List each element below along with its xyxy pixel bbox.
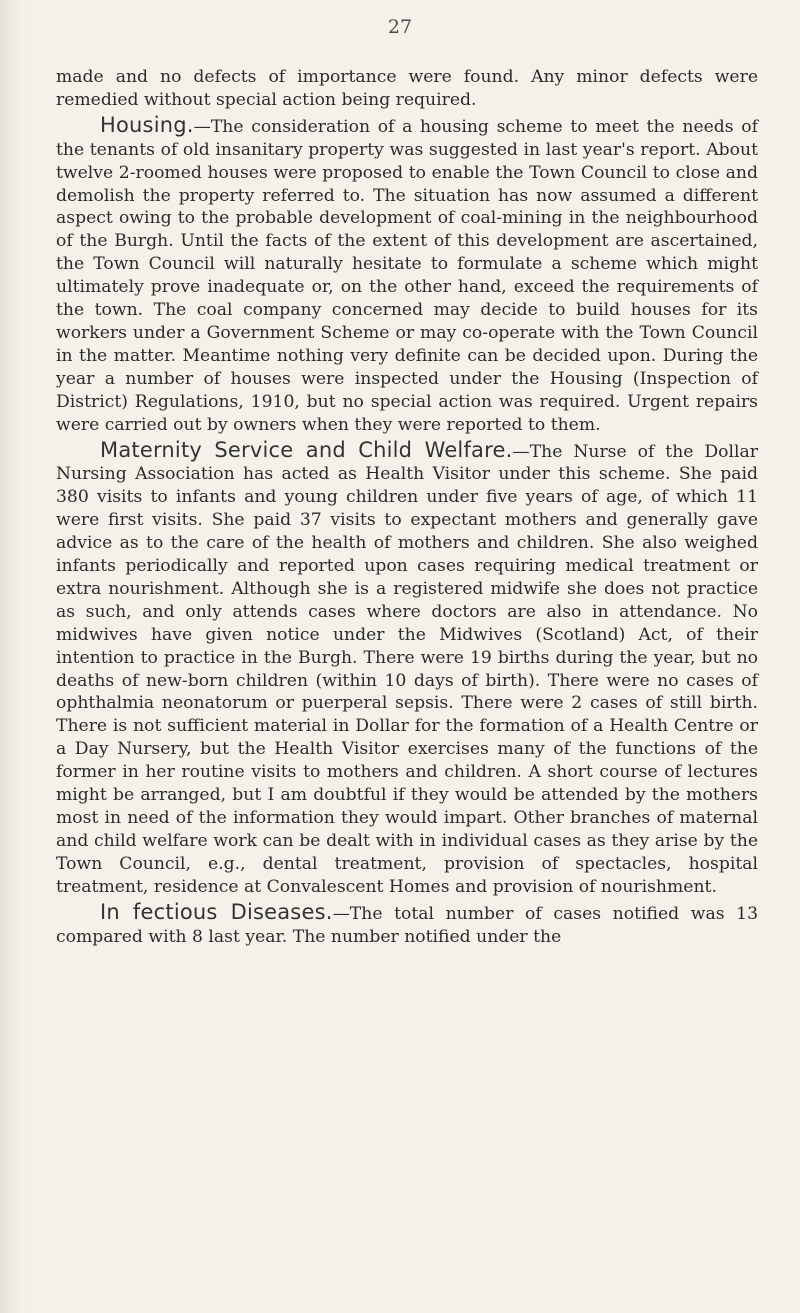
section-heading-housing: Housing.: [100, 112, 194, 137]
paragraph-text: made and no defects of importance were found. Any minor defects were remedied without special action being required.: [56, 67, 758, 110]
section-heading-infectious-diseases: In fectious Diseases.: [100, 899, 333, 924]
page-number: 27: [387, 16, 413, 38]
paragraph-continuation: [56, 66, 758, 112]
section-heading-maternity: Maternity Service and Child Welfare.: [100, 437, 513, 462]
paragraph-maternity: [56, 439, 758, 899]
paragraph-housing: [56, 114, 758, 437]
paragraph-text: —The consideration of a housing scheme to meet the needs of the tenants of old insanitary property was suggested in last year's report. About twelve 2-roomed houses were proposed to enable the Town Council to close and demolish the property referred to. The situation has now assumed a different aspect owing to the probable development of coal-mining in the neighbourhood of the Burgh. Until the facts of the extent of this development are ascertained, the Town Council will naturally hesitate to formulate a scheme which might ultimately prove inadequate or, on the other hand, exceed the requirements of the town. The coal company concerned may decide to build houses for its workers under a Government Scheme or may co-operate with the Town Council in the matter. Meantime nothing very definite can be decided upon. During the year a number of houses were inspected under the Housing (Inspection of District) Regulations, 1910, but no special action was required. Urgent repairs were carried out by owners when they were reported to them.: [56, 116, 758, 435]
page-body: [56, 66, 758, 948]
page-edge-shadow: [0, 0, 28, 1313]
paragraph-text: —The Nurse of the Dollar Nursing Association has acted as Health Visitor under this scheme. She paid 380 visits to infants and young children under five years of age, of which 11 were first visits. She paid 37 visits to expectant mothers and generally gave advice as to the care of the health of mothers and children. She also weighed infants periodically and reported upon cases requiring medical treatment or extra nourishment. Although she is a registered midwife she does not practice as such, and only attends cases where doctors are also in attendance. No midwives have given notice under the Midwives (Scotland) Act, of their intention to practice in the Burgh. There were 19 births during the year, but no deaths of new-born children (within 10 days of birth). There were no cases of ophthalmia neonatorum or puerperal sepsis. There were 2 cases of still birth. There is not sufficient material in Dollar for the formation of a Health Centre or a Day Nursery, but the Health Visitor exercises many of the functions of the former in her routine visits to mothers and children. A short course of lectures might be arranged, but I am doubtful if they would be attended by the mothers most in need of the information they would impart. Other branches of maternal and child welfare work can be dealt with in individual cases as they arise by the Town Council, e.g., dental treatment, provision of spectacles, hospital treatment, residence at Convalescent Homes and provision of nourishment.: [56, 441, 758, 897]
paragraph-infectious-diseases: [56, 901, 758, 949]
paragraph-text: —The total number of cases notified was 13 compared with 8 last year. The number notified under the: [56, 903, 758, 947]
